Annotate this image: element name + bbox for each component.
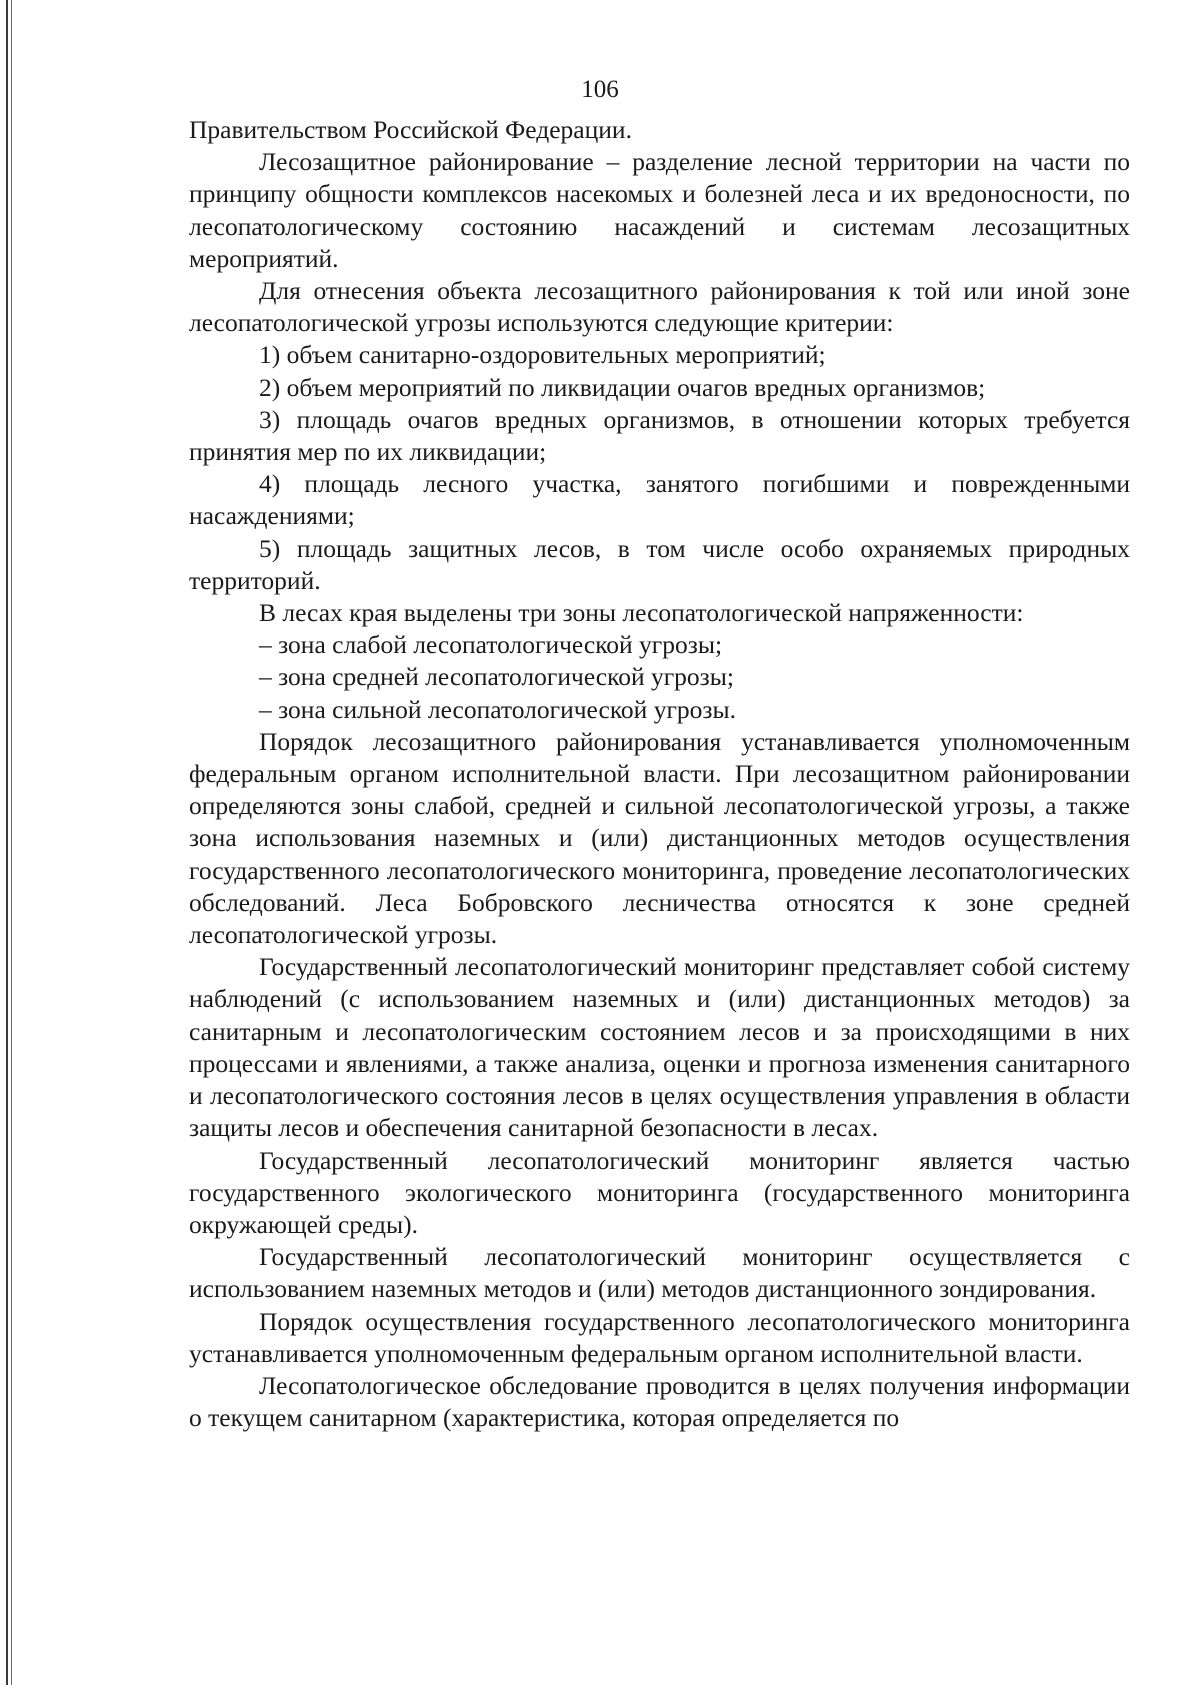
list-item: – зона слабой лесопатологической угрозы; [259,630,723,660]
paragraph: Государственный лесопатологический мониторинг осуществляется с использованием наземных методов и (или) методов дистанционного зондирования. [189,1242,1130,1304]
list-item: 5) площадь защитных лесов, в том числе особо охраняемых природных территорий. [189,533,1130,595]
list-item: – зона средней лесопатологической угрозы; [259,662,734,692]
scan-edge-line [11,0,12,1685]
paragraph: Правительством Российской Федерации. [189,115,632,144]
paragraph: Для отнесения объекта лесозащитного районирования к той или иной зоне лесопатологической угрозы используются следующие критерии: [189,276,1130,338]
list-item: 1) объем санитарно-оздоровительных мероприятий; [259,340,826,370]
list-item: – зона сильной лесопатологической угрозы. [259,694,736,724]
paragraph: Государственный лесопатологический мониторинг представляет собой систему наблюдений (с использованием наземных и (или) дистанционных методов) за санитарным и лесопатологическим состоянием лесов и за происходящими в них процессами и явлениями, а также анализа, оценки и прогноза изменения санитарного и лесопатологического состояния лесов в целях осуществления управления в области защиты лесов и обеспечения санитарной безопасности в лесах. [189,952,1130,1143]
paragraph: Государственный лесопатологический мониторинг является частью государственного экологического мониторинга (государственного мониторинга окружающей среды). [189,1145,1130,1239]
scan-edge-line [6,0,8,1685]
list-item: 3) площадь очагов вредных организмов, в отношении которых требуется принятия мер по их ликвидации; [189,404,1130,467]
paragraph: Лесопатологическое обследование проводится в целях получения информации о текущем санитарном (характеристика, которая определяется по [189,1370,1130,1433]
paragraph: Лесозащитное районирование – разделение лесной территории на части по принципу общности комплексов насекомых и болезней леса и их вредоносности, по лесопатологическому состоянию насаждений и системам лесозащитных мероприятий. [189,147,1130,273]
list-item: 2) объем мероприятий по ликвидации очагов вредных организмов; [259,372,986,402]
body-text [189,114,1130,1434]
list-item: 4) площадь лесного участка, занятого погибшими и поврежденными насаждениями; [189,469,1130,531]
page-number: 106 [581,76,619,103]
paragraph: Порядок лесозащитного районирования устанавливается уполномоченным федеральным органом исполнительной власти. При лесозащитном районировании определяются зоны слабой, средней и сильной лесопатологической угрозы, а также зона использования наземных и (или) дистанционных методов осуществления государственного лесопатологического мониторинга, проведение лесопатологических обследований. Леса Бобровского лесничества относятся к зоне средней лесопатологической угрозы. [189,726,1130,950]
paragraph: Порядок осуществления государственного лесопатологического мониторинга устанавливается уполномоченным федеральным органом исполнительной власти. [189,1306,1130,1368]
paragraph: В лесах края выделены три зоны лесопатологической напряженности: [259,598,1024,628]
